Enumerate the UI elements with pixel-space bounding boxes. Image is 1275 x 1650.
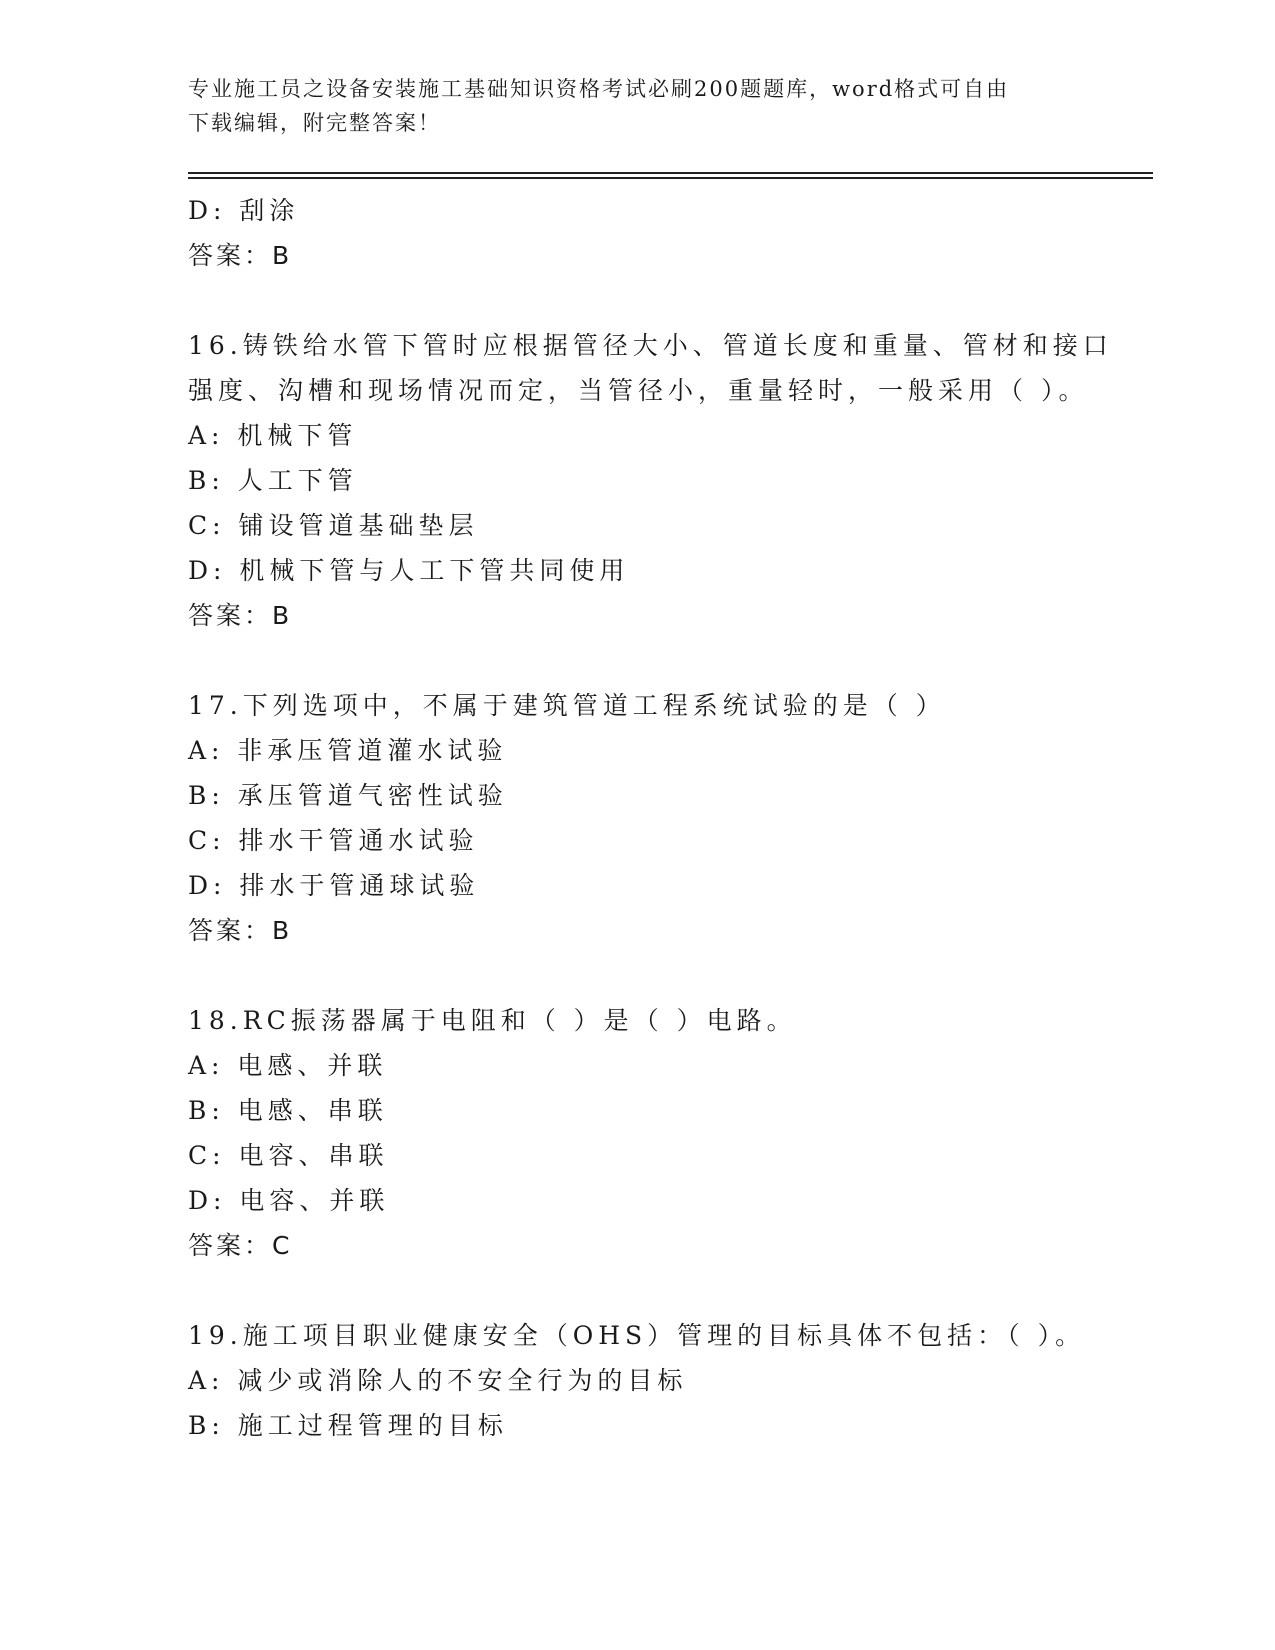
prev-answer: 答案：B [188,241,293,270]
header-line-1: 专业施工员之设备安装施工基础知识资格考试必刷200题题库，word格式可自由 [188,77,1010,101]
question-list [188,188,1113,1448]
question-stem: 16.铸铁给水管下管时应根据管径大小、管道长度和重量、管材和接口 [188,331,1113,360]
document-header [188,72,1068,140]
option-a: A: 电感、并联 [188,1051,388,1080]
header-line-2: 下载编辑，附完整答案！ [188,111,441,135]
question-stem: 17.下列选项中，不属于建筑管道工程系统试验的是（ ） [188,691,946,720]
option-c: C: 电容、串联 [188,1141,389,1170]
option-d: D: 排水于管通球试验 [188,871,480,900]
option-c: C: 排水干管通水试验 [188,826,479,855]
question-17 [188,683,1088,953]
prev-option-d: D: 刮涂 [188,196,300,225]
option-c: C: 铺设管道基础垫层 [188,511,479,540]
option-a: A: 减少或消除人的不安全行为的目标 [188,1366,688,1395]
spacer [188,638,1088,683]
option-a: A: 非承压管道灌水试验 [188,736,508,765]
question-stem: 强度、沟槽和现场情况而定，当管径小，重量轻时，一般采用（ ）。 [188,376,1089,405]
spacer [188,1268,1088,1313]
option-b: B: 电感、串联 [188,1096,388,1125]
header-rule-top [188,172,1153,174]
question-stem: 18.RC振荡器属于电阻和（ ）是（ ）电路。 [188,1006,797,1035]
answer: 答案：C [188,1231,293,1260]
option-b: B: 人工下管 [188,466,358,495]
option-a: A: 机械下管 [188,421,358,450]
question-stem: 19.施工项目职业健康安全（OHS）管理的目标具体不包括：（ ）。 [188,1321,1086,1350]
option-b: B: 施工过程管理的目标 [188,1411,508,1440]
question-18 [188,998,1088,1268]
header-rule-bottom [188,177,1153,179]
answer: 答案：B [188,916,293,945]
question-16 [188,323,1113,638]
spacer [188,278,1088,323]
question-19 [188,1313,1088,1448]
option-d: D: 电容、并联 [188,1186,390,1215]
spacer [188,953,1088,998]
option-b: B: 承压管道气密性试验 [188,781,508,810]
option-d: D: 机械下管与人工下管共同使用 [188,556,630,585]
answer: 答案：B [188,601,293,630]
